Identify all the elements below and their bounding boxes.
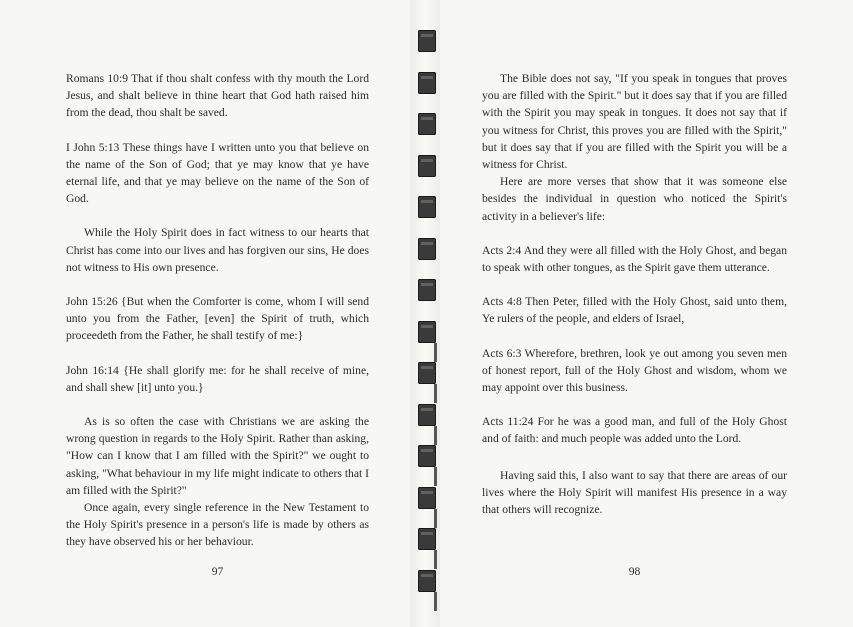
- binding-coil: [418, 30, 436, 52]
- paragraph-romans-10-9: Romans 10:9 That if thou shalt confess with thy mouth the Lord Jesus, and shalt believe in thine heart that God hath raised him from the dead, thou shalt be saved.: [66, 72, 369, 120]
- binding-wire: [434, 426, 437, 445]
- left-page: [0, 0, 410, 627]
- right-page-text: [482, 70, 787, 518]
- paragraph-john-16-14: John 16:14 {He shall glorify me: for he shall receive of mine, and shall shew [it] unto you.}: [66, 363, 369, 394]
- binding-coil: [418, 445, 436, 467]
- binding-coil: [418, 72, 436, 94]
- binding-coil: [418, 279, 436, 301]
- paragraph-having-said-this: Having said this, I also want to say that there are areas of our lives where the Holy Spirit will manifest His presence in a way that others will recognize.: [482, 468, 787, 517]
- binding-coil: [418, 113, 436, 135]
- paragraph-new-testament-references: Once again, every single reference in the New Testament to the Holy Spirit's presence in a person's life is made by others as they have observed his or her behaviour.: [66, 501, 369, 549]
- page-number-left: 97: [211, 565, 224, 578]
- paragraph-holy-spirit-witness: While the Holy Spirit does in fact witness to our hearts that Christ has come into our lives and has forgiven our sins, He does not witness to His own presence.: [66, 226, 369, 274]
- paragraph-john-15-26: John 15:26 {But when the Comforter is come, whom I will send unto you from the Father, [even] the Spirit of truth, which proceedeth from the Father, he shall testify of me:}: [66, 295, 369, 343]
- paragraph-acts-4-8: Acts 4:8 Then Peter, filled with the Holy Ghost, said unto them, Ye rulers of the people, and elders of Israel,: [482, 295, 787, 326]
- paragraph-acts-6-3: Acts 6:3 Wherefore, brethren, look ye out among you seven men of honest report, full of the Holy Ghost and wisdom, whom we may appoint over this business.: [482, 346, 787, 395]
- left-page-text: [66, 70, 369, 551]
- paragraph-acts-11-24: Acts 11:24 For he was a good man, and full of the Holy Ghost and of faith: and much people was added unto the Lord.: [482, 415, 787, 446]
- binding-coil: [418, 528, 436, 550]
- binding-coil: [418, 487, 436, 509]
- paragraph-bible-does-not-say: The Bible does not say, "If you speak in tongues that proves you are filled with the Spirit." but it does say that if you are filled with the Spirit you may speak in tongues. It does not say that if you witness for Christ, this proves you are filled with the Spirit," but it does say that if you are filled with the Spirit you will be a witness for Christ.: [482, 72, 787, 172]
- binding-wire: [434, 467, 437, 486]
- binding-coil: [418, 321, 436, 343]
- binding-wire: [434, 550, 437, 569]
- binding-coil: [418, 155, 436, 177]
- binding-coil: [418, 196, 436, 218]
- binding-wire: [434, 343, 437, 362]
- paragraph-acts-2-4: Acts 2:4 And they were all filled with the Holy Ghost, and began to speak with other tongues, as the Spirit gave them utterance.: [482, 243, 787, 275]
- binding-coil: [418, 570, 436, 592]
- binding-coil: [418, 238, 436, 260]
- paragraph-more-verses: Here are more verses that show that it was someone else besides the individual in question who noticed the Spirit's activity in a believer's life:: [482, 175, 787, 223]
- binding-wire: [434, 384, 437, 403]
- page-number-right: 98: [628, 565, 641, 578]
- binding-wire: [434, 509, 437, 528]
- paragraph-wrong-question: As is so often the case with Christians we are asking the wrong question in regards to the Holy Spirit. Rather than asking, "How can I know that I am filled with the Spirit?" we ought to asking, "What behaviour in my life might indicate to others that I am filled with the Spirit?": [66, 415, 369, 497]
- binding-wire: [434, 592, 437, 611]
- binding-coil: [418, 404, 436, 426]
- right-page: [440, 0, 853, 627]
- binding-coil: [418, 362, 436, 384]
- paragraph-1-john-5-13: I John 5:13 These things have I written unto you that believe on the name of the Son of God; that ye may know that ye have eternal life, and that ye may believe on the name of the Son of God.: [66, 140, 369, 206]
